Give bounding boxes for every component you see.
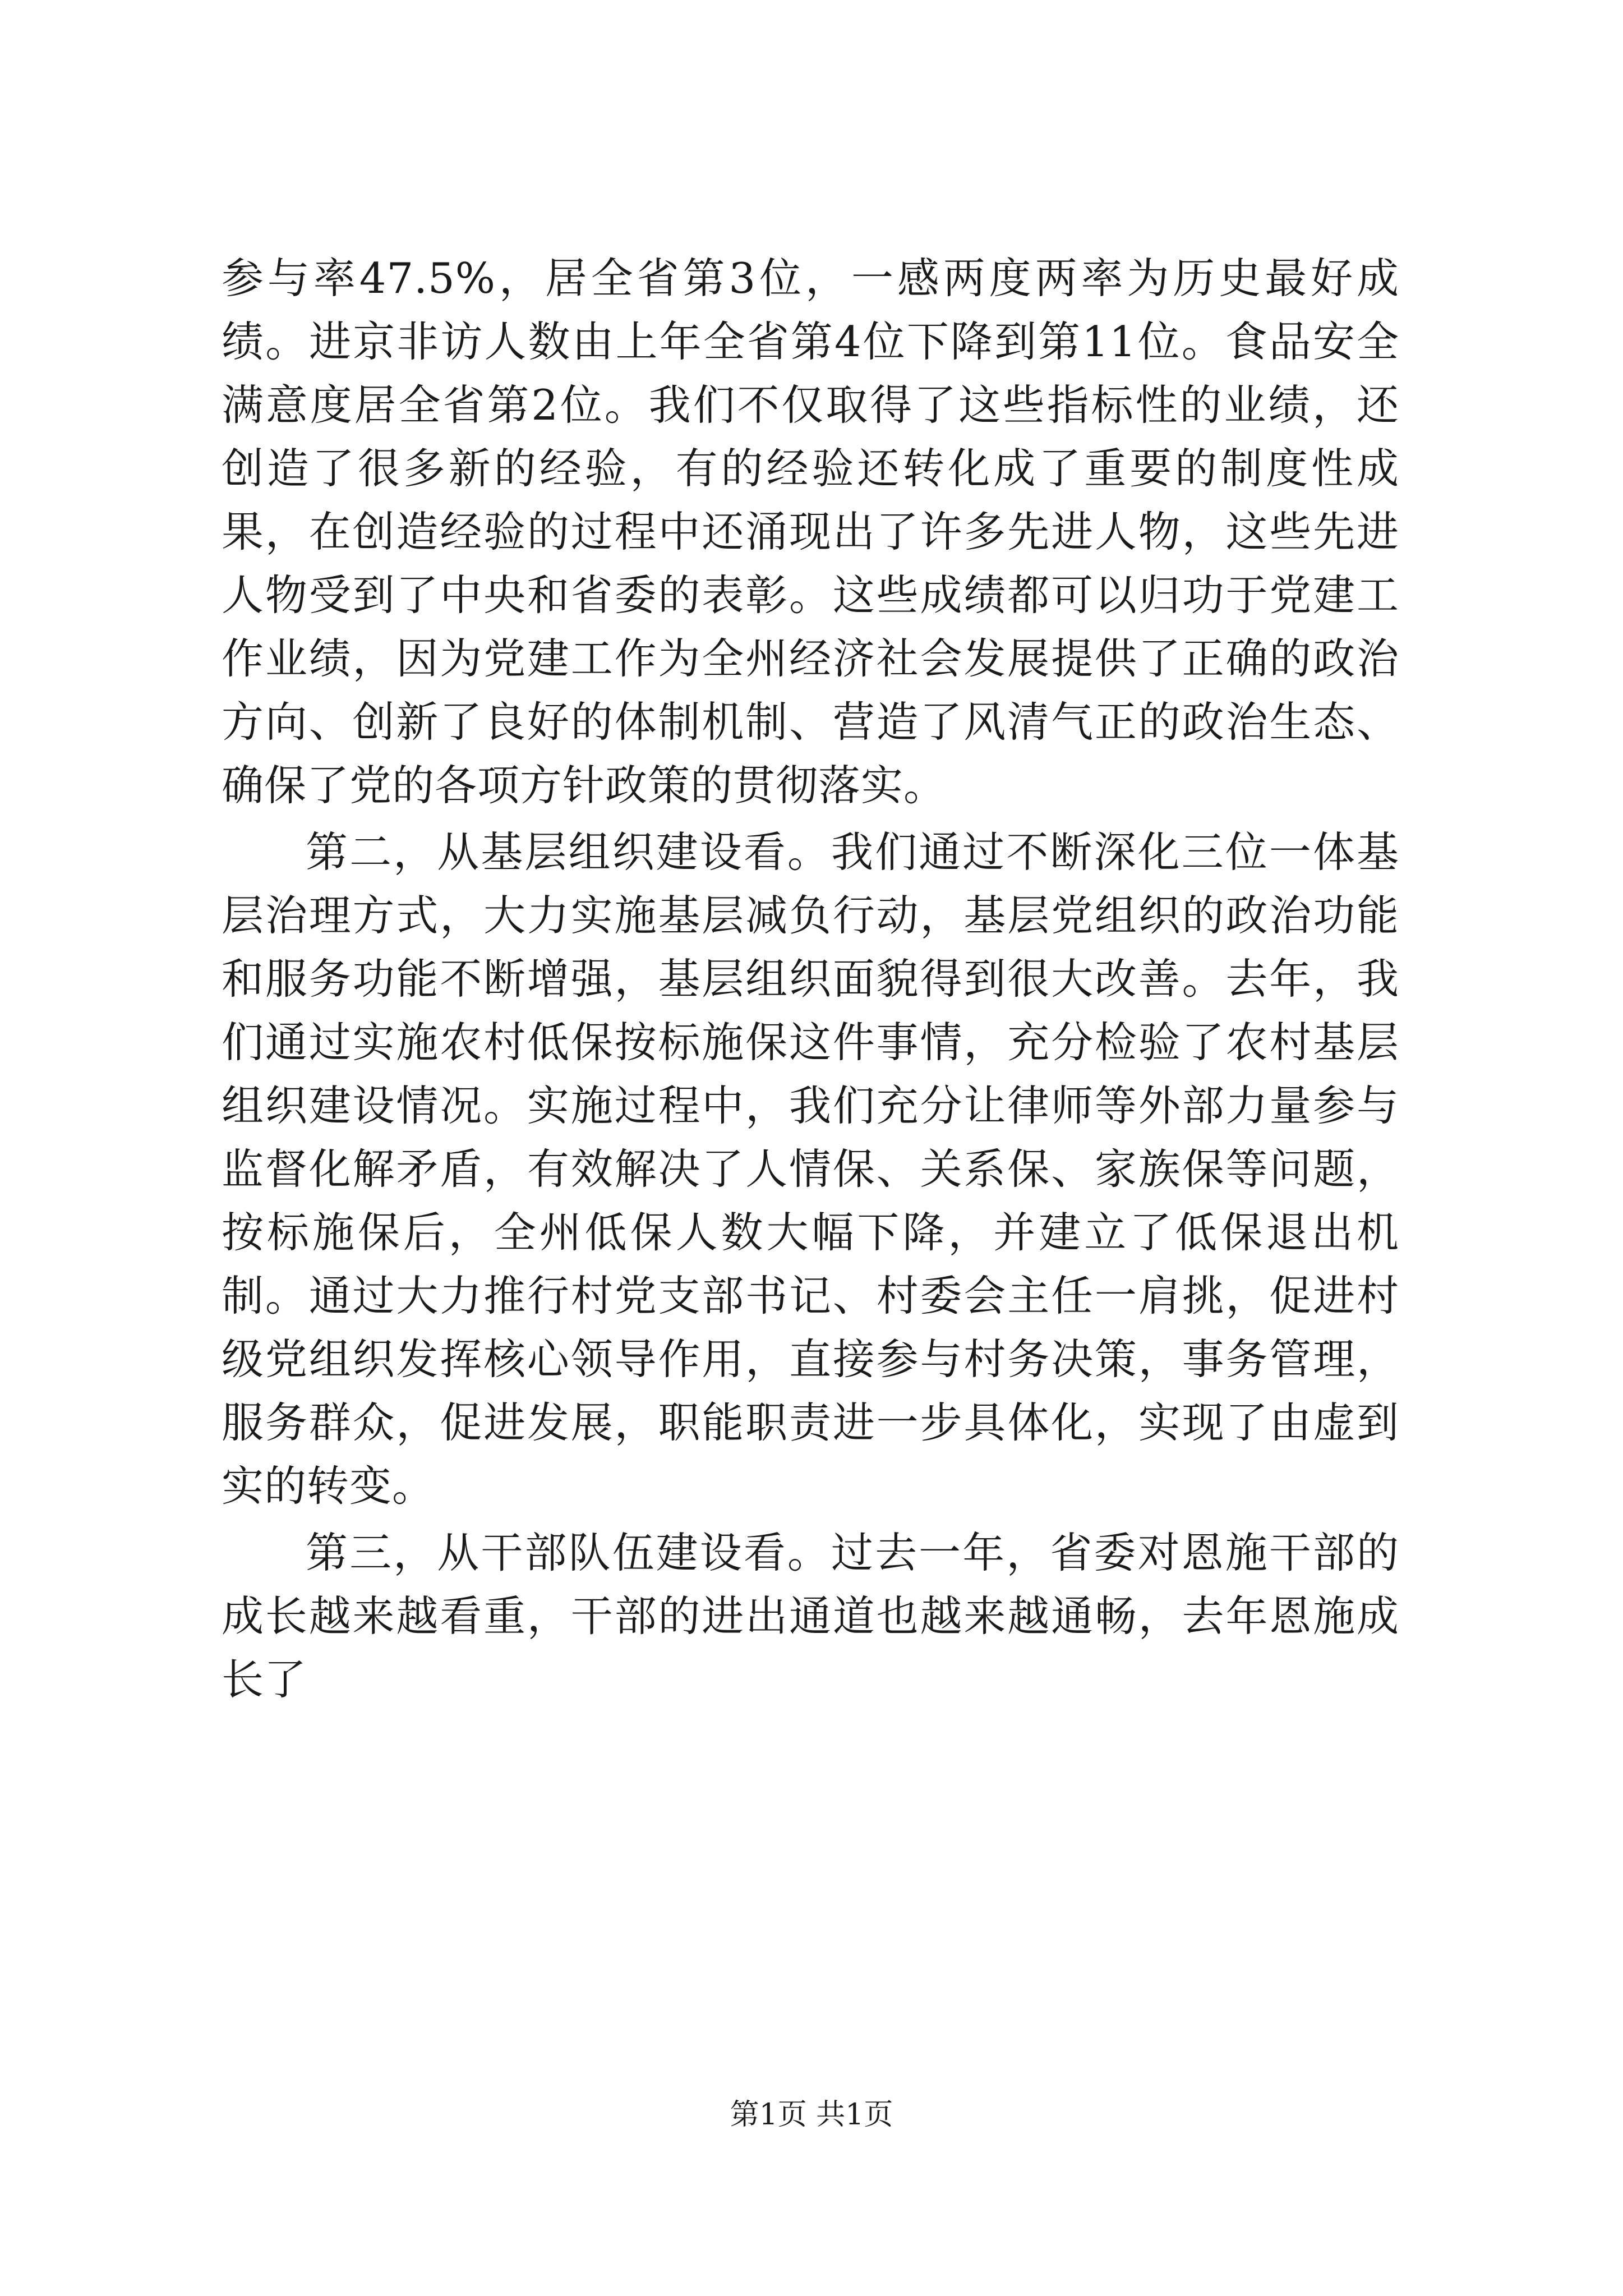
paragraph-cadre-team: 第三，从干部队伍建设看。过去一年，省委对恩施干部的成长越来越看重，干部的进出通道也越来越通畅，去年恩施成长了 <box>222 1528 1399 1704</box>
document-body <box>222 247 1399 1711</box>
paragraph-grassroots-organization: 第二，从基层组织建设看。我们通过不断深化三位一体基层治理方式，大力实施基层减负行动，基层党组织的政治功能和服务功能不断增强，基层组织面貌得到很大改善。去年，我们通过实施农村低保按标施保这件事情，充分检验了农村基层组织建设情况。实施过程中，我们充分让律师等外部力量参与监督化解矛盾，有效解决了人情保、关系保、家族保等问题，按标施保后，全州低保人数大幅下降，并建立了低保退出机制。通过大力推行村党支部书记、村委会主任一肩挑，促进村级党组织发挥核心领导作用，直接参与村务决策，事务管理，服务群众，促进发展，职能职责进一步具体化，实现了由虚到实的转变。 <box>222 827 1399 1511</box>
page-number-footer: 第1页 共1页 <box>730 2098 893 2132</box>
paragraph-continuation: 参与率47.5%，居全省第3位，一感两度两率为历史最好成绩。进京非访人数由上年全省第4位下降到第11位。食品安全满意度居全省第2位。我们不仅取得了这些指标性的业绩，还创造了很多新的经验，有的经验还转化成了重要的制度性成果，在创造经验的过程中还涌现出了许多先进人物，这些先进人物受到了中央和省委的表彰。这些成绩都可以归功于党建工作业绩，因为党建工作为全州经济社会发展提供了正确的政治方向、创新了良好的体制机制、营造了风清气正的政治生态、确保了党的各项方针政策的贯彻落实。 <box>222 254 1399 810</box>
